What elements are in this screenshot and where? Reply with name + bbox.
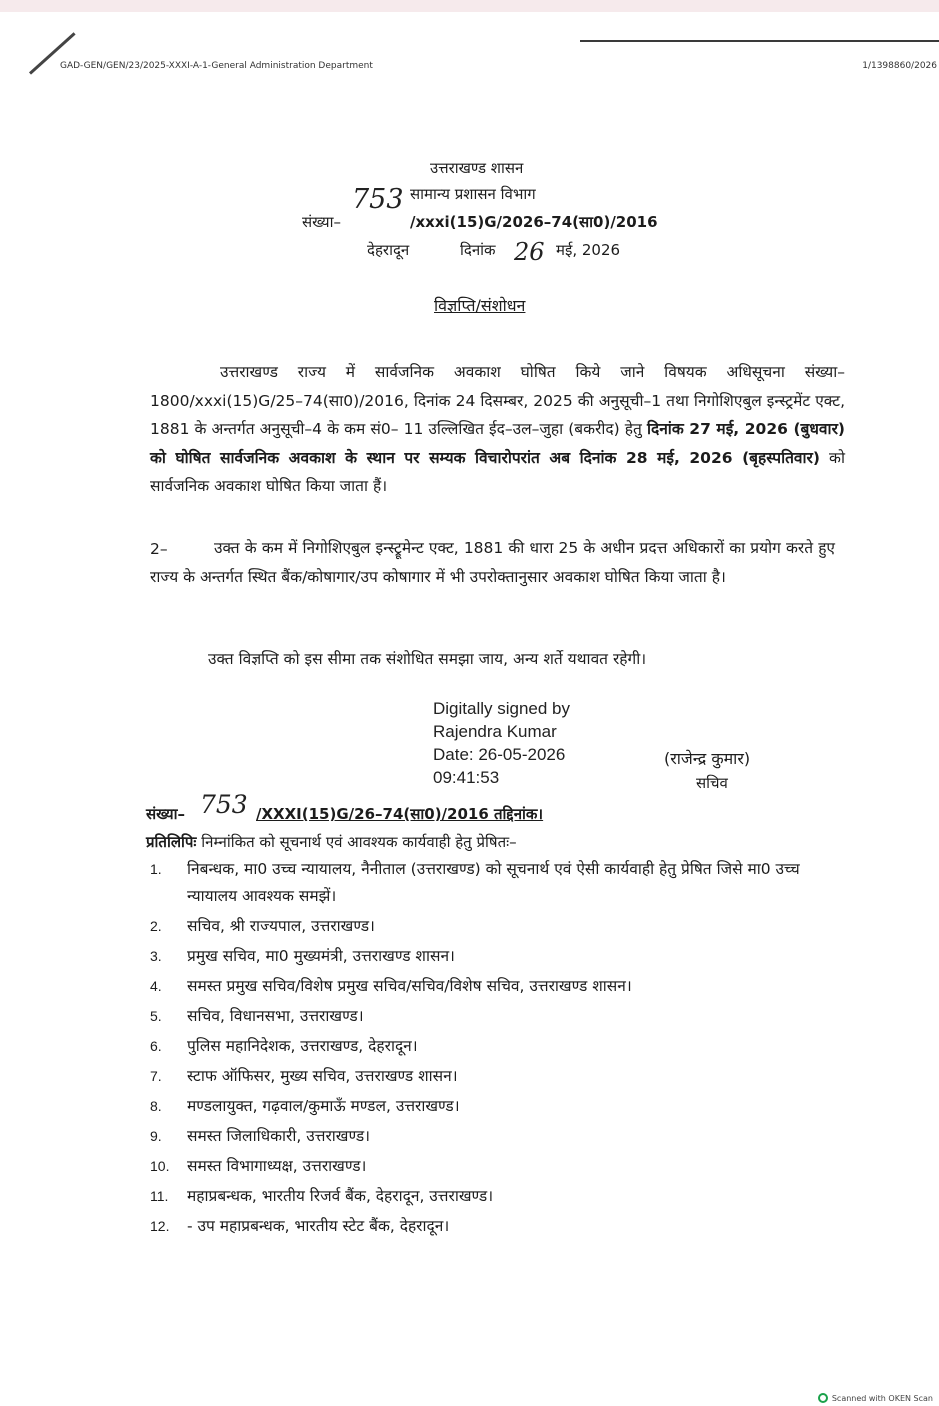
signature-line-2: Rajendra Kumar [433, 722, 557, 741]
recipient-text: मण्डलायुक्त, गढ़वाल/कुमाऊँ मण्डल, उत्तराखण्ड। [187, 1097, 460, 1115]
paragraph-1-end: को सार्वजनिक अवकाश घोषित किया जाता हैं। [150, 448, 845, 495]
letter-number-prefix: संख्या– [302, 213, 342, 231]
recipient-number: 2. [150, 918, 162, 934]
copy-intro-text: निम्नांकित को सूचनार्थ एवं आवश्यक कार्यवाही हेतु प्रेषितः– [196, 833, 517, 851]
recipient-number: 5. [150, 1008, 162, 1024]
letter-place: देहरादून [367, 241, 410, 259]
recipient-item [150, 1033, 850, 1060]
recipient-list [150, 856, 850, 1243]
recipient-text: समस्त विभागाध्यक्ष, उत्तराखण्ड। [187, 1157, 367, 1175]
recipient-item [150, 1093, 850, 1120]
recipient-number: 9. [150, 1128, 162, 1144]
signature-line-1: Digitally signed by [433, 699, 571, 718]
signatory-designation: सचिव [696, 774, 728, 792]
recipient-item [150, 943, 850, 970]
paragraph-3: उक्त विज्ञप्ति को इस सीमा तक संशोधित समझा जाय, अन्य शर्ते यथावत रहेगी। [208, 650, 647, 668]
handwritten-date: 26 [514, 238, 545, 266]
scanner-logo-icon [818, 1393, 828, 1403]
handwritten-number: 753 [352, 184, 404, 215]
paragraph-1-bold: दिनांक 27 मई, 2026 (बुधवार) को घोषित सार्वजनिक अवकाश के स्थान पर सम्यक विचारोपरांत अब दिनांक 28 मई, 2026 (बृहस्पतिवार) [150, 420, 845, 467]
department-title: सामान्य प्रशासन विभाग [410, 185, 536, 203]
recipient-item [150, 1003, 850, 1030]
recipient-item [150, 1183, 850, 1210]
recipient-text: सचिव, श्री राज्यपाल, उत्तराखण्ड। [187, 917, 375, 935]
recipient-text: प्रमुख सचिव, मा0 मुख्यमंत्री, उत्तराखण्ड शासन। [187, 947, 455, 965]
document-id: 1/1398860/2026 [862, 61, 937, 71]
file-reference: GAD-GEN/GEN/23/2025-XXXI-A-1-General Administration Department [60, 61, 373, 71]
top-rule [580, 40, 939, 42]
recipient-number: 7. [150, 1068, 162, 1084]
recipient-item [150, 1063, 850, 1090]
paragraph-2-number: 2– [150, 540, 168, 558]
recipient-number: 10. [150, 1158, 170, 1174]
copy-handwritten-number: 753 [200, 790, 248, 819]
government-title: उत्तराखण्ड शासन [430, 159, 524, 177]
recipient-number: 3. [150, 948, 162, 964]
recipient-text: - उप महाप्रबन्धक, भारतीय स्टेट बैंक, देहरादून। [187, 1217, 450, 1235]
recipient-text: पुलिस महानिदेशक, उत्तराखण्ड, देहरादून। [187, 1037, 418, 1055]
recipient-text: निबन्धक, मा0 उच्च न्यायालय, नैनीताल (उत्तराखण्ड) को सूचनार्थ एवं ऐसी कार्यवाही हेतु प्रेषित जिसे मा0 उच्च न्यायालय आवश्यक समझें। [187, 860, 800, 905]
recipient-item [150, 1123, 850, 1150]
recipient-text: महाप्रबन्धक, भारतीय रिजर्व बैंक, देहरादून, उत्तराखण्ड। [187, 1187, 494, 1205]
recipient-text: समस्त प्रमुख सचिव/विशेष प्रमुख सचिव/सचिव/विशेष सचिव, उत्तराखण्ड शासन। [187, 977, 632, 995]
scanner-text: Scanned with OKEN Scan [831, 1393, 933, 1403]
letter-number: /xxxi(15)G/2026–74(सा0)/2016 [410, 213, 658, 231]
copy-number-prefix: संख्या– [146, 805, 186, 823]
copy-intro-label: प्रतिलिपिः [146, 833, 197, 851]
recipient-text: सचिव, विधानसभा, उत्तराखण्ड। [187, 1007, 364, 1025]
recipient-item [150, 856, 850, 910]
recipient-number: 8. [150, 1098, 162, 1114]
letter-date-prefix: दिनांक [460, 241, 496, 259]
copy-number: /XXXI(15)G/26–74(सा0)/2016 तद्दिनांक। [256, 805, 544, 823]
recipient-number: 1. [150, 861, 162, 877]
scanner-watermark [818, 1393, 933, 1403]
subject-heading: विज्ञप्ति/संशोधन [434, 296, 526, 315]
paragraph-2: उक्त के कम में निगोशिएबुल इन्स्ट्रूमेन्ट एक्ट, 1881 की धारा 25 के अधीन प्रदत्त अधिकारों का प्रयोग करते हुए राज्य के अन्तर्गत स्थित बैंक/कोषागार/उप कोषागार में भी उपरोक्तानुसार अवकाश घोषित किया जाता है। [150, 539, 835, 586]
recipient-item [150, 913, 850, 940]
top-band [0, 0, 939, 12]
recipient-item [150, 973, 850, 1000]
recipient-text: समस्त जिलाधिकारी, उत्तराखण्ड। [187, 1127, 371, 1145]
signature-line-4: 09:41:53 [433, 768, 500, 787]
paragraph-1-text: उत्तराखण्ड राज्य में सार्वजनिक अवकाश घोषित किये जाने विषयक अधिसूचना संख्या– 1800/xxxi(15)G/25–74(सा0)/2016, दिनांक 24 दिसम्बर, 2025 की अनुसूची–1 तथा निगोशिएबुल इन्स्ट्रमेंट एक्ट, 1881 के अन्तर्गत अनुसूची–4 के कम सं0– 11 उल्लिखित ईद–उल–जुहा (बकरीद) हेतु [150, 363, 845, 438]
recipient-text: स्टाफ ऑफिसर, मुख्य सचिव, उत्तराखण्ड शासन। [187, 1067, 458, 1085]
copy-intro [146, 832, 517, 852]
recipient-item [150, 1153, 850, 1180]
recipient-item [150, 1213, 850, 1240]
recipient-number: 4. [150, 978, 162, 994]
signatory-name: (राजेन्द्र कुमार) [664, 749, 751, 768]
paragraph-1 [150, 358, 845, 501]
recipient-number: 11. [150, 1188, 169, 1204]
letter-date-suffix: मई, 2026 [556, 241, 621, 259]
digital-signature [433, 697, 570, 789]
recipient-number: 12. [150, 1218, 170, 1234]
recipient-number: 6. [150, 1038, 162, 1054]
signature-line-3: Date: 26-05-2026 [433, 745, 566, 764]
